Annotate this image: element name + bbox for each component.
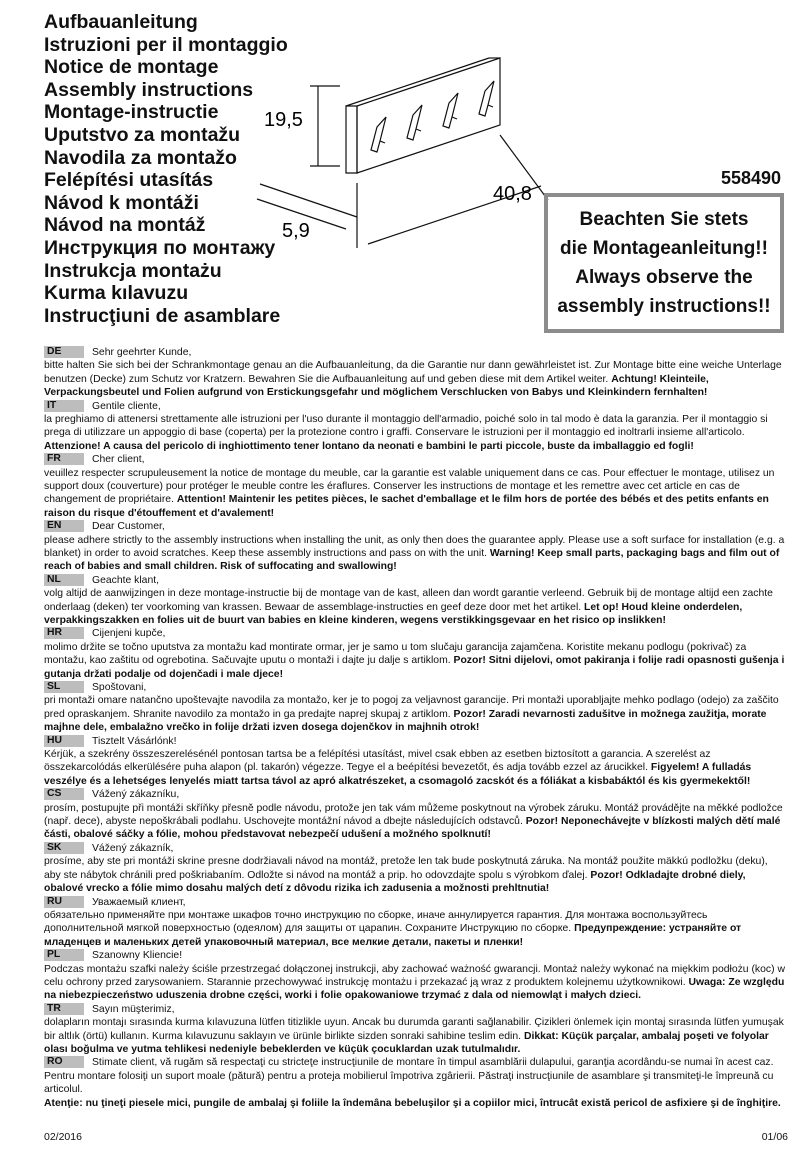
- language-badge: NL: [44, 574, 84, 586]
- title-fr: Notice de montage: [44, 56, 219, 79]
- title-ro: Instrucţiuni de asamblare: [44, 304, 281, 327]
- language-badge: FR: [44, 453, 84, 465]
- language-badge: RO: [44, 1056, 84, 1068]
- greeting: Dear Customer,: [92, 521, 165, 533]
- part-number: 558490: [721, 168, 782, 188]
- title-ru: Инструкция по монтажу: [44, 236, 276, 259]
- section-warning: Figyelem! A fulladás veszélye és a lehetséges lenyelés miatt tartsa távol az apró alkatrészeket, a csomagoló zacskót és a fóliákat a kisbabáktól és kis gyermekektől!: [44, 762, 752, 787]
- greeting: Vážený zákazník,: [92, 842, 174, 854]
- section-it: [44, 400, 786, 454]
- title-it: Istruzioni per il montaggio: [44, 33, 288, 56]
- greeting: Szanowny Kliencie!: [92, 950, 183, 962]
- section-header: [44, 1003, 786, 1016]
- section-warning: Let op! Houd kleine onderdelen, verpakkingszakken en folies uit de buurt van babies en kleine kinderen, wegens verstikkingsgevaar en het risico op inslikken!: [44, 601, 743, 627]
- notice-line: Always observe the: [575, 267, 753, 288]
- section-header: [44, 453, 786, 466]
- section-text: please adhere strictly to the assembly instructions when installing the unit, as only then does the guarantee apply. Please use a soft surface for installation (e.g. a blanket) in order to avoid scratches. Keep these assembly instructions and pass on with the unit.: [44, 534, 785, 560]
- title-hu: Felépítési utasítás: [44, 169, 214, 192]
- title-de: Aufbauanleitung: [44, 11, 198, 33]
- hook-icon: [479, 81, 494, 116]
- footer-page: 01/06: [761, 1131, 788, 1143]
- greeting: Tisztelt Vásárlónk!: [92, 735, 177, 747]
- section-hu: [44, 735, 786, 789]
- instruction-sections: [44, 346, 786, 1110]
- dimension-height-label: 19,5: [264, 109, 303, 131]
- greeting: Geachte klant,: [92, 574, 160, 586]
- panel-front: [357, 58, 500, 173]
- section-body: [44, 855, 786, 895]
- section-body: [44, 909, 786, 949]
- section-header: [44, 896, 786, 909]
- section-header: [44, 788, 786, 801]
- section-warning: Pozor! Neponechávejte v blízkosti malých dětí malé části, obalové sáčky a fólie, mohou představovat nebezpečí udušení a možného spolknutí!: [44, 816, 781, 841]
- section-text: Podczas montażu szafki należy ściśle przestrzegać dołączonej instrukcji, aby zachować ważność gwarancji. Montaż należy wykonać na miękkim podłożu (koc) w celu ochrony przed zarysowaniem. Starannie przechowywać instrukcję montażu i przekazać ją wraz z produktem kolejnemu użytkownikowi.: [44, 963, 785, 988]
- section-warning: Pozor! Zaradi nevarnosti zadušitve in možnega zaužitja, morate majhne dele, embalažno vrečko in folije držati izven dosega dojenčkov in majhnih otrok!: [44, 708, 767, 734]
- title-sk: Návod na montáž: [44, 214, 206, 237]
- greeting: Cher client,: [92, 454, 145, 466]
- section-text: pri montaži omare natančno upoštevajte navodila za montažo, ker je to pogoj za veljavnost garancije. Pri montaži uporabljajte mehko podlago (odejo) za zaščito pred opraskanjem. Shranite navodilo za montažo in ga predajte naprej skupaj z artiklom.: [44, 695, 779, 720]
- section-body: [44, 963, 786, 1003]
- section-text: dolapların montajı sırasında kurma kılavuzuna lütfen titizlikle uyun. Ancak bu durumda garanti sağlanabilir. Çizikleri önlemek için montaj sırasında lütfen yumuşak bir altlık (örtü) kullanın. Kurma kılavuzunu saklayın ve ürünle birlikte sizden sonraki sahibine teslim edin.: [44, 1017, 784, 1042]
- title-sl: Navodila za montažo: [44, 146, 237, 169]
- dimension-height-line: [310, 86, 340, 166]
- section-warning: Uwaga: Ze względu na niebezpieczeństwo uduszenia drobne części, worki i folie opakowaniowe trzymać z dala od niemowląt i małych dzieci.: [44, 976, 785, 1002]
- section-fr: [44, 453, 786, 520]
- greeting: Cijenjeni kupče,: [92, 628, 166, 640]
- hook-icon: [443, 93, 458, 128]
- language-badge: IT: [44, 400, 84, 412]
- hook-icon: [407, 105, 422, 140]
- section-body: [44, 359, 786, 399]
- dimension-depth-label: 5,9: [282, 220, 310, 242]
- section-ru: [44, 896, 786, 950]
- section-body: [44, 534, 786, 574]
- section-body: [44, 1097, 786, 1110]
- section-body: [44, 413, 786, 453]
- section-header: [44, 520, 786, 533]
- section-header: [44, 1056, 786, 1096]
- language-badge: HR: [44, 627, 84, 639]
- section-header: [44, 346, 786, 359]
- notice-line: die Montageanleitung!!: [560, 238, 768, 259]
- section-text: Kérjük, a szekrény összeszerelésénél pontosan tartsa be a felépítési utasítást, mivel csak ebben az esetben biztosított a garancia. A szerelést az összekarcolódás elkerülésére puha alapon (pl. takarón) végezze. Tegye el a beépítési bevezetőt, és adja tovább ezzel az árucikkel.: [44, 749, 711, 774]
- title-pl: Instrukcja montażu: [44, 259, 222, 282]
- language-badge: DE: [44, 346, 84, 358]
- panel-side: [346, 106, 357, 173]
- language-badge: EN: [44, 520, 84, 532]
- section-warning: Achtung! Kleinteile, Verpackungsbeutel und Folien aufgrund von Erstickungsgefahr und möglichem Verschlucken von Babys und Kleinkindern fernhalten!: [44, 373, 709, 399]
- section-body: [44, 587, 786, 627]
- title-cs: Návod k montáži: [44, 191, 199, 214]
- section-cs: [44, 788, 786, 842]
- notice-box: [544, 193, 784, 333]
- section-body: [44, 694, 786, 734]
- language-badge: CS: [44, 788, 84, 800]
- section-header: [44, 842, 786, 855]
- section-header: [44, 574, 786, 587]
- section-warning: Pozor! Sitni dijelovi, omot pakiranja i folije radi opasnosti gušenja i gutanja držati podalje od dojenčadi i male djece!: [44, 655, 785, 680]
- section-text: volg altijd de aanwijzingen in deze montage-instructie bij de montage van de kast, alleen dan wordt garantie verleend. Gebruik bij de montage altijd een zachte onderlaag (deken) ter voorkoming van krassen. Bewaar de assemblage-instructies en geef deze door met het artikel.: [44, 588, 773, 613]
- language-badge: RU: [44, 896, 84, 908]
- section-text: prosím, postupujte při montáži skříňky přesně podle návodu, protože jen tak vám můžeme poskytnout na výrobek záruku. Montáž provádějte na měkké podložce (např. dece), abyste nepoškrábali podlahu. Uschovejte montážní návod a dbejte následujících odstavců.: [44, 802, 783, 828]
- section-de: [44, 346, 786, 400]
- section-body: [44, 802, 786, 842]
- footer-date: 02/2016: [44, 1131, 82, 1143]
- section-en: [44, 520, 786, 574]
- greeting: Spoštovani,: [92, 682, 147, 694]
- section-header: [44, 949, 786, 962]
- panel-top-edge: [346, 58, 489, 106]
- section-pl: [44, 949, 786, 1003]
- section-warning: Предупреждение: устраняйте от младенцев и маленьких детей упаковочный материал, все мелкие детали, пакеты и пленки!: [44, 923, 742, 948]
- section-header: [44, 627, 786, 640]
- title-en: Assembly instructions: [44, 78, 254, 101]
- section-warning: Attention! Maintenir les petites pièces, le sachet d'emballage et le film hors de portée des bébés et des petits enfants en raison du risque d'étouffement et d'avalement!: [44, 494, 769, 519]
- greeting: Уважаемый клиент,: [92, 896, 186, 908]
- section-text: la preghiamo di attenersi strettamente alle istruzioni per l'uso durante il montaggio dell'armadio, poiché solo in tal modo è data la garanzia. Per il montaggio si prega di utilizzare un appoggio di base (coperta) per la protezione contro i graffi. Conservare le istruzioni per il montaggio ed inoltrarli insieme all'articolo.: [44, 414, 768, 439]
- section-warning: Atenţie: nu ţineţi piesele mici, pungile de ambalaj şi foliile la îndemâna bebeluşilor şi a copiilor mici, întrucât există pericol de asfixiere şi de înghiţire.: [44, 1097, 781, 1109]
- notice-line: assembly instructions!!: [557, 296, 771, 317]
- greeting: Sehr geehrter Kunde,: [92, 347, 192, 358]
- title-tr: Kurma kılavuzu: [44, 282, 189, 305]
- title-nl: Montage-instructie: [44, 101, 219, 124]
- section-ro: [44, 1056, 786, 1110]
- section-header: [44, 681, 786, 694]
- section-body: [44, 467, 786, 521]
- section-text: bitte halten Sie sich bei der Schrankmontage genau an die Aufbauanleitung, da die Garantie nur dann gewährleistet ist. Zur Montage bitte eine weiche Unterlage benutzen (Decke) zum Schutz vor Kratzern. Bewahren Sie die Aufbauanleitung auf und geben diese mit dem Artikel weiter.: [44, 360, 782, 385]
- section-body: [44, 641, 786, 681]
- hook-icon: [371, 117, 386, 152]
- greeting: Gentile cliente,: [92, 400, 161, 412]
- language-badge: HU: [44, 735, 84, 747]
- notice-line: Beachten Sie stets: [579, 209, 749, 230]
- section-warning: Attenzione! A causa del pericolo di inghiottimento tener lontano da neonati e bambini le parti piccole, buste da imballaggio ed fogli!: [44, 440, 694, 452]
- language-badge: SL: [44, 681, 84, 693]
- section-text: prosíme, aby ste pri montáži skrine presne dodržiavali návod na montáž, pretože len tak bude poskytnutá záruka. Na montáž použite mäkkú podložku (deku), aby ste nábytok chránili pred poškriabaním. Odložte si návod na montáž a prip. ho odovzdajte spolu s výrobkom ďalej.: [44, 856, 768, 881]
- greeting: Sayın müşterimiz,: [92, 1003, 175, 1015]
- section-text: обязательно применяйте при монтаже шкафов точно инструкцию по сборке, иначе аннулируется гарантия. Для монтажа воспользуйтесь дополнительной мягкой поверхностью (одеялом) для защиты от царапин. Сохраните Инструкцию по сборке.: [44, 909, 708, 935]
- language-badge: SK: [44, 842, 84, 854]
- section-sl: [44, 681, 786, 735]
- section-tr: [44, 1003, 786, 1057]
- language-badge: TR: [44, 1003, 84, 1015]
- section-body: [44, 1016, 786, 1056]
- section-header: [44, 735, 786, 748]
- section-hr: [44, 627, 786, 681]
- section-header: [44, 400, 786, 413]
- greeting: Stimate client, vă rugăm să respectaţi cu stricteţe instrucţiunile de montare în timpul asamblării dulapului, garanţia acordându-se numai în acest caz. Pentru montare folosiţi un suport moale (pătură) pentru a proteja mobilierul împotriva zgârierii. Păstraţi instrucţiunile de asamblare şi transmiteţi-le împreună cu articolul.: [44, 1057, 774, 1096]
- section-warning: Warning! Keep small parts, packaging bags and film out of reach of babies and small children. Risk of suffocating and swallowing!: [44, 548, 780, 573]
- language-badge: PL: [44, 949, 84, 961]
- section-nl: [44, 574, 786, 628]
- section-body: [44, 748, 786, 788]
- dimension-width-label: 40,8: [493, 183, 532, 205]
- section-warning: Dikkat: Küçük parçalar, ambalaj poşeti ve folyolar olası boğulma ve yutma tehlikesi nedeniyle bebeklerden ve küçük çocuklardan uzak tutulmalıdır.: [44, 1030, 769, 1055]
- section-warning: Pozor! Odkladajte drobné diely, obalové vrecko a fólie mimo dosahu malých detí z dôvodu rizika ich zadusenia a možnosti prehltnutia!: [44, 869, 746, 895]
- section-sk: [44, 842, 786, 896]
- section-text: molimo držite se točno uputstva za montažu kad montirate ormar, jer je samo u tom slučaju garancija zajamčena. Koristite mekanu podlogu (pokrivač) za montažu, kao zaštitu od ogrebotina. Sačuvajte uputu o montaži i dajte ju dalje s artiklom.: [44, 641, 747, 667]
- greeting: Vážený zákazníku,: [92, 789, 180, 801]
- title-hr: Uputstvo za montažu: [44, 123, 241, 146]
- section-text: veuillez respecter scrupuleusement la notice de montage du meuble, car la garantie est valable uniquement dans ce cas. Pour effectuer le montage, utilisez un support doux (couverture) pour protéger le meuble contre les éraflures. Conserver les instructions de montage et les remettre avec cet article en cas de changement de propriétaire.: [44, 467, 775, 506]
